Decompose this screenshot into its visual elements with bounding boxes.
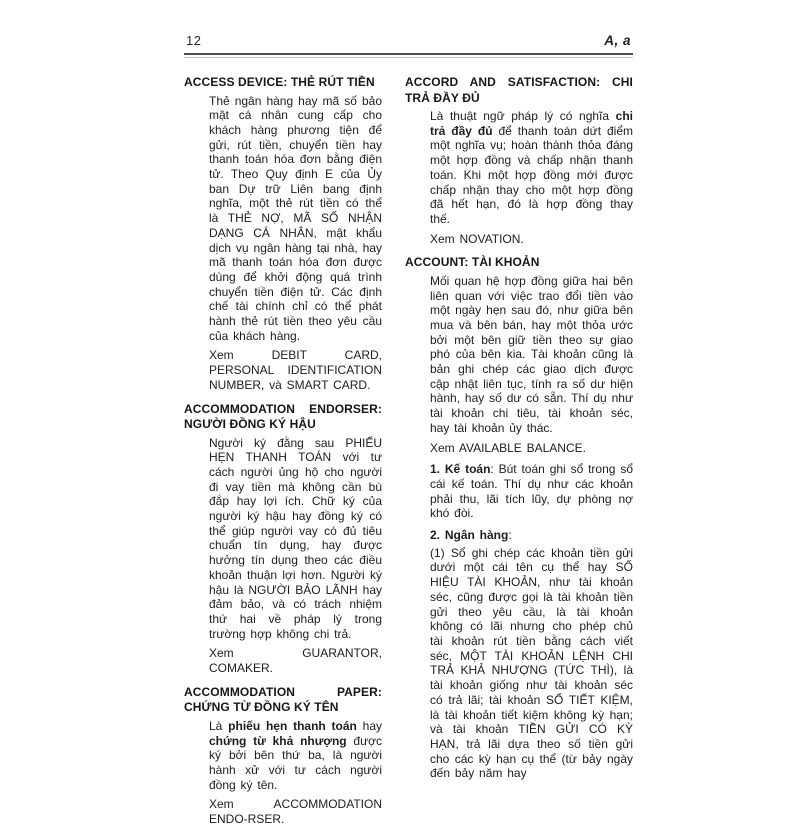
left-column xyxy=(184,75,382,830)
page-content xyxy=(184,33,633,830)
header-rule xyxy=(184,53,633,58)
entry-paragraph xyxy=(405,462,633,521)
entry-paragraph xyxy=(184,436,382,642)
dictionary-entry xyxy=(405,75,633,246)
entry-paragraph xyxy=(405,441,633,456)
entry-paragraph xyxy=(184,797,382,826)
bold-text: chứng từ khả nhượng xyxy=(209,733,347,748)
text-segment: Người ký đằng sau PHIẾU HẸN THANH TOÁN với tư cách người ủng hộ cho người đi vay tiền mà không cần bù đắp hay lợi ích. Chữ ký của người ký hậu hay đồng ký có thể giúp người vay có đủ tiêu chuẩn tín dụng, hay được hưởng tín dụng theo các điều khoản thuận lợi hơn. Người ký hậu là NGƯỜI BẢO LÃNH hay đảm bảo, và có trách nhiệm thứ hai về pháp lý trong trường hợp không chi trả. xyxy=(209,435,382,641)
text-segment: để thanh toán dứt điểm một nghĩa vụ; hoàn thành thỏa đáng một hợp đồng và chấp nhận thanh toán. Khi một hợp đồng mới được chấp nhận thay cho một hợp đồng đã hết hạn, đó là hợp đồng thay thế. xyxy=(430,123,633,226)
entry-paragraph xyxy=(405,528,633,543)
bold-text: phiếu hẹn thanh toán xyxy=(228,718,357,733)
text-columns xyxy=(184,75,633,830)
entry-paragraph xyxy=(184,646,382,675)
right-column xyxy=(405,75,633,830)
text-segment: : Bút toán ghi sổ trong sổ cái kế toán. Thí dụ như các khoản phải thu, lãi tích lũy, dự phòng nợ khó đòi. xyxy=(430,462,633,521)
text-segment: Mối quan hệ hợp đồng giữa hai bên liên quan với việc trao đổi tiền vào một ngày hẹn sau đó, như giữa bên mua và bên bán, hay một thỏa ước bởi một bên giữ tiền theo sự giao phó của bên kia. Tài khoản cũng là bản ghi chép các giao dịch được cập nhật liên tục, tính ra số dư hiện hành, hay số dư có sẵn. Thí dụ như tài khoản chi tiêu, tài khoản séc, hay tài khoản ủy thác. xyxy=(430,273,633,435)
entry-paragraph xyxy=(405,109,633,227)
entry-paragraph xyxy=(184,719,382,793)
entry-term: ACCOMMODATION PAPER: CHỨNG TỪ ĐỒNG KÝ TÊN xyxy=(184,684,382,715)
entry-paragraph xyxy=(405,232,633,247)
entry-term: ACCORD AND SATISFACTION: CHI TRẢ ĐẦY ĐỦ xyxy=(405,75,633,105)
text-segment: Xem AVAILABLE BALANCE. xyxy=(430,440,586,455)
bold-text: 1. Kế toán xyxy=(430,462,491,477)
section-letter: A, a xyxy=(604,33,631,48)
dictionary-entry xyxy=(405,255,633,781)
entry-paragraph xyxy=(184,348,382,392)
dictionary-entry xyxy=(184,685,382,827)
entry-paragraph xyxy=(405,546,633,781)
entry-paragraph xyxy=(184,94,382,344)
text-segment: (1) Sổ ghi chép các khoản tiền gửi dưới một cái tên cụ thể hay SỐ HIỆU TÀI KHOẢN, như tài khoản séc, cũng được gọi là tài khoản tiền gửi theo yêu cầu, là tài khoản không có lãi nhưng cho phép chủ tài khoản rút tiền bằng cách viết séc, MỘT TÀI KHOẢN LỆNH CHI TRẢ KHẢ NHƯỢNG (TỨC THÌ), là tài khoản giống như tài khoản séc có trả lãi; tài khoản SỔ TIẾT KIỆM, là tài khoản tiết kiệm không kỳ hạn; và tài khoản TIỀN GỬI CÓ KỲ HẠN, trả lãi dựa theo số tiền gửi cho các kỳ hạn cụ thể (từ bảy ngày đến bảy năm hay xyxy=(430,545,633,781)
text-segment: Là xyxy=(209,718,229,733)
text-segment: Xem ACCOMMODATION ENDO-RSER. xyxy=(209,797,382,827)
page-header xyxy=(184,33,633,53)
entry-term: ACCESS DEVICE: THẺ RÚT TIỀN xyxy=(184,75,375,89)
bold-text: 2. Ngân hàng xyxy=(430,528,509,543)
dictionary-entry xyxy=(184,75,382,393)
page-number: 12 xyxy=(186,33,202,48)
entry-term: ACCOUNT: TÀI KHOẢN xyxy=(405,255,540,270)
text-segment: Xem NOVATION. xyxy=(430,231,524,246)
text-segment: được ký bởi bên thứ ba, là người hành xử với tư cách người đồng ký tên. xyxy=(209,733,382,792)
bold-text: chi trả đầy đủ xyxy=(430,109,633,138)
text-segment: : xyxy=(508,528,512,543)
entry-term: ACCOMMODATION ENDORSER: NGƯỜI ĐỒNG KÝ HẬU xyxy=(184,401,382,432)
text-segment: Xem DEBIT CARD, PERSONAL IDENTIFICATION NUMBER, và SMART CARD. xyxy=(209,348,382,392)
text-segment: Thẻ ngân hàng hay mã số bảo mật cá nhân cung cấp cho khách hàng phương tiện để gửi, rút tiền, chuyển tiền hay thanh toán hóa đơn bằng điện tử. Theo Quy định E của Ủy ban Dự trữ Liên bang định nghĩa, một thẻ rút tiền có thể là THẺ NỢ, MÃ SỐ NHẬN DẠNG CÁ NHÂN, mật khẩu dịch vụ ngân hàng tại nhà, hay mã thanh toán hóa đơn được dùng để khởi động quá trình chuyển tiền điện tử. Các định chế tài chính chỉ có thể phát hành thẻ rút tiền theo yêu cầu của khách hàng. xyxy=(209,93,382,343)
text-segment: Là thuật ngữ pháp lý có nghĩa xyxy=(430,109,616,123)
dictionary-entry xyxy=(184,402,382,676)
text-segment: Xem GUARANTOR, COMAKER. xyxy=(209,646,382,676)
entry-paragraph xyxy=(405,274,633,436)
text-segment: hay xyxy=(356,718,383,733)
